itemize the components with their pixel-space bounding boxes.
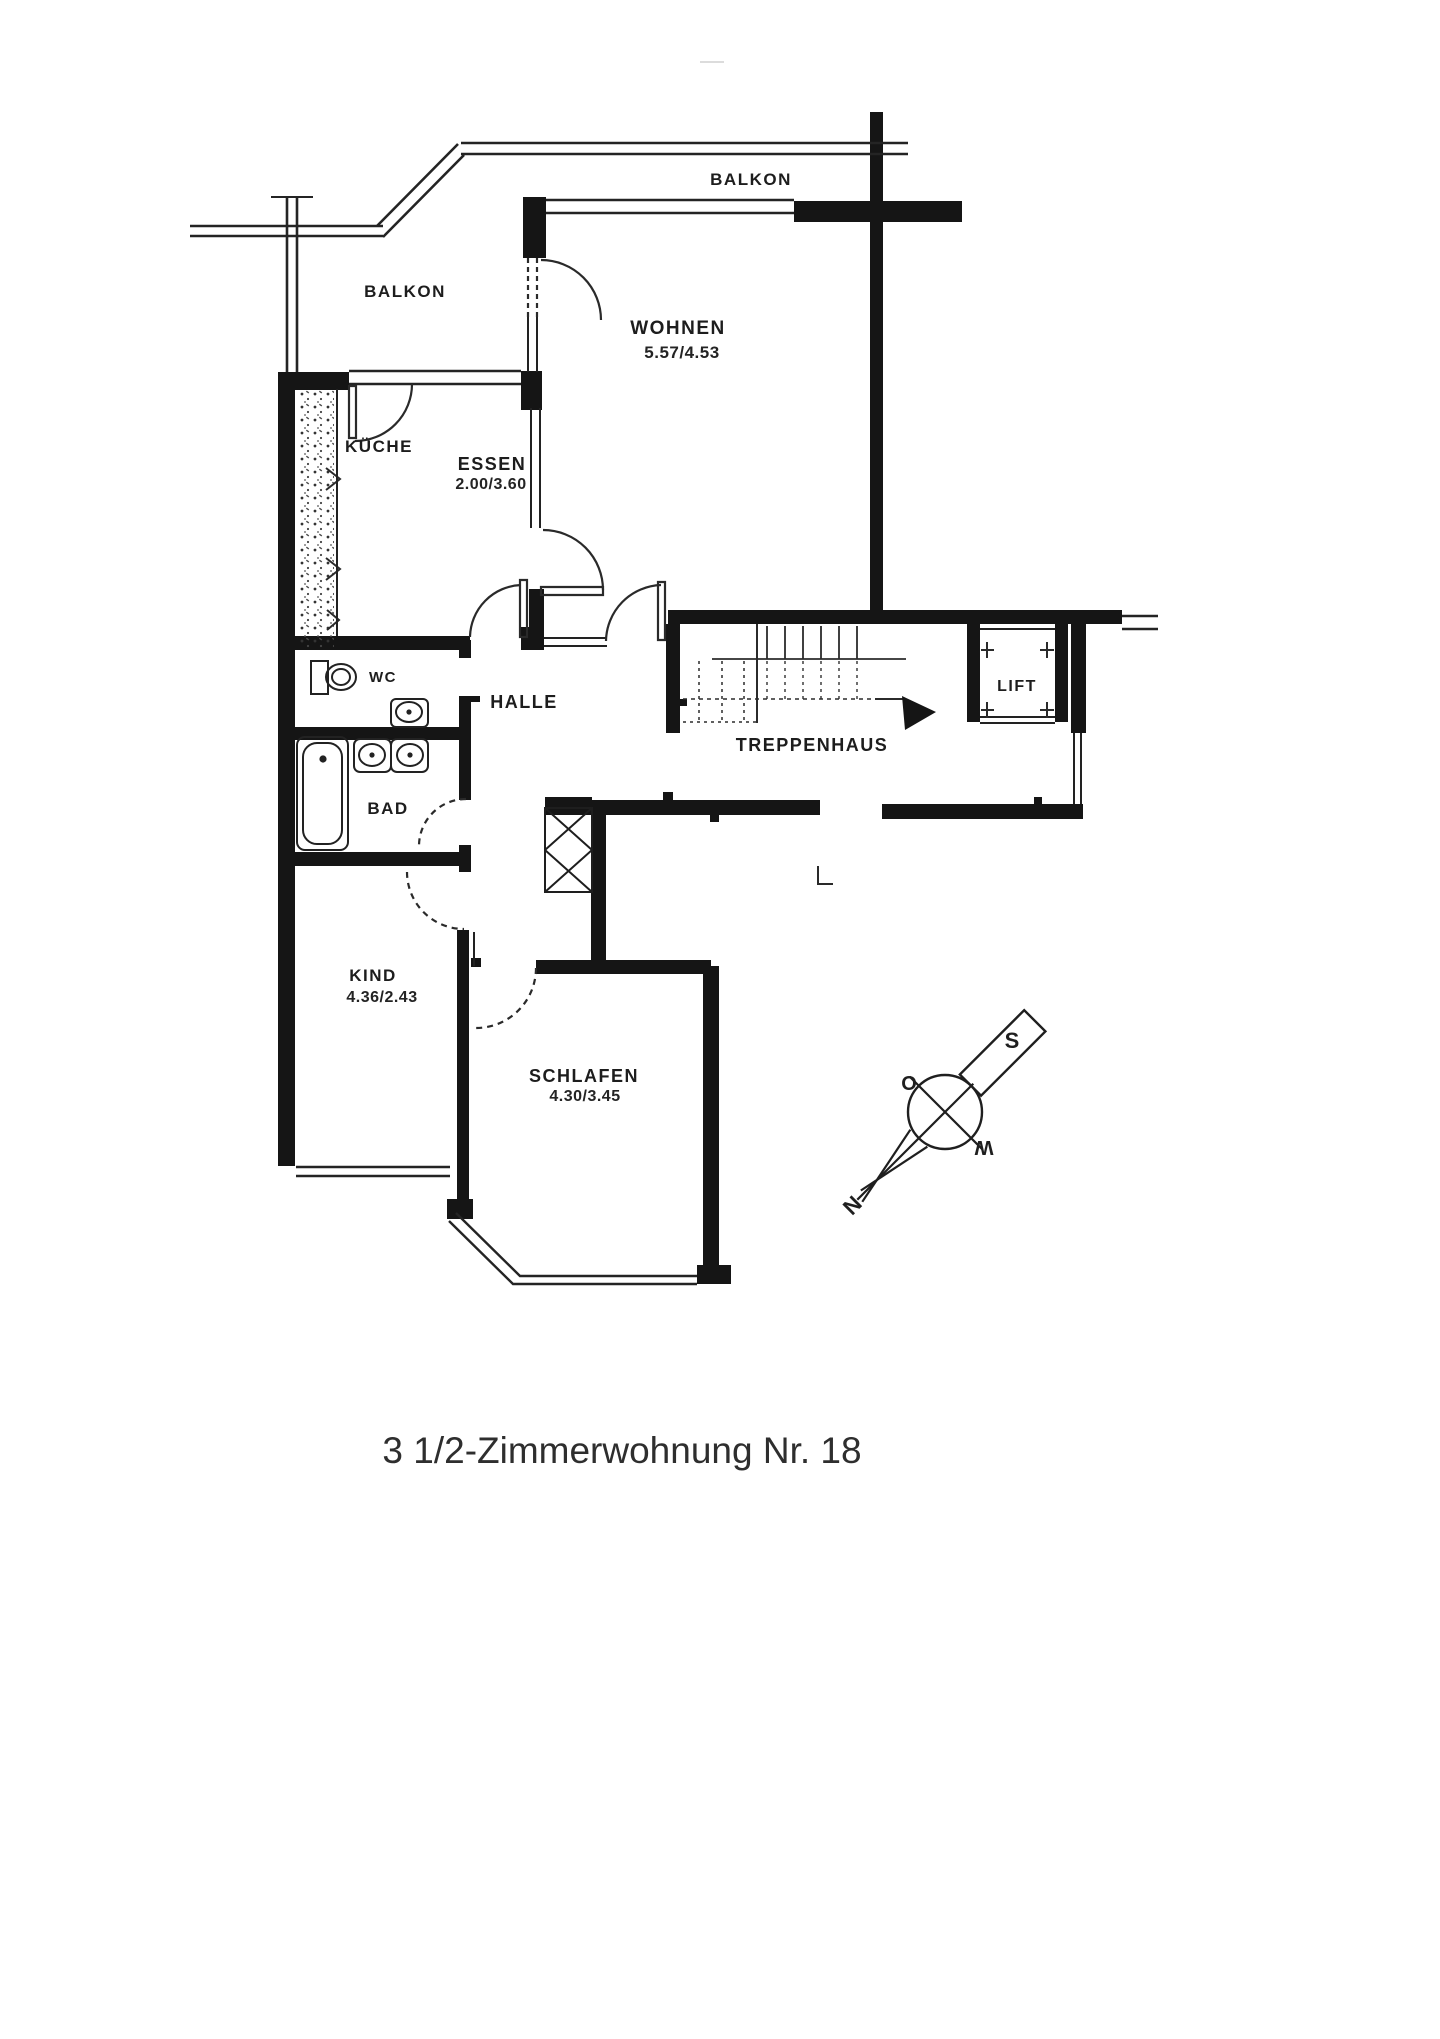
stair-direction-arrow <box>902 696 936 730</box>
stairs <box>683 624 936 730</box>
wall-essen-wohnen-thin <box>531 408 540 528</box>
label-wohnen: WOHNEN <box>630 318 726 339</box>
door-leaf <box>528 258 537 318</box>
wall-halle-west-mid <box>459 696 471 800</box>
railing-left-vertical <box>287 197 297 372</box>
label-lift: LIFT <box>997 678 1037 695</box>
window-wohnen <box>546 200 794 213</box>
door-arc <box>407 872 464 929</box>
wall-halle-top-thin <box>544 638 607 646</box>
wall-shaft-south <box>591 806 606 962</box>
door-arc <box>543 530 603 590</box>
toilet <box>311 661 356 694</box>
fixtures <box>297 661 428 850</box>
dim-kind: 4.36/2.43 <box>346 989 418 1006</box>
railing-top <box>461 143 908 154</box>
wall-treppenhaus-right-thin <box>1074 733 1081 804</box>
wc-washbasin <box>391 699 428 727</box>
label-kind: KIND <box>349 966 397 985</box>
window-kind <box>296 1167 450 1176</box>
window-right-stub <box>1122 616 1158 629</box>
label-bad: BAD <box>367 799 409 818</box>
label-wc: WC <box>369 669 397 686</box>
window-kueche-essen <box>349 371 521 384</box>
wall-tick <box>680 699 687 706</box>
wall-tick <box>471 958 481 967</box>
compass-west-label: W <box>974 1136 994 1158</box>
wall-treppenhaus-top <box>668 610 1122 624</box>
label-essen: ESSEN <box>457 454 527 474</box>
door-essen-wohnen <box>541 530 603 595</box>
wall-kueche-window-post <box>521 371 542 410</box>
door-arc <box>476 968 536 1028</box>
wall-mast-column <box>870 112 883 624</box>
door-halle-essen <box>470 580 527 637</box>
shaft-column <box>545 808 592 892</box>
bathtub <box>297 737 348 850</box>
wall-schlafen-top <box>536 960 711 974</box>
door-wohnen-balkon <box>528 258 601 320</box>
door-arc <box>606 585 661 641</box>
wall-tick <box>663 792 673 800</box>
wall-lift-right <box>1055 624 1068 722</box>
compass-south-label: S <box>1004 1028 1020 1053</box>
window-schlafen-bay <box>449 1213 697 1284</box>
wall-bad-kind <box>294 852 471 866</box>
door-halle-wohnen <box>606 582 665 641</box>
door-bad <box>419 799 466 846</box>
dim-schlafen: 4.30/3.45 <box>549 1088 621 1105</box>
label-halle: HALLE <box>490 692 558 712</box>
wall-treppenhaus-right <box>1071 614 1086 733</box>
lift-cab-lines <box>980 629 1055 723</box>
door-leaf <box>349 386 356 438</box>
windows <box>296 200 1158 1284</box>
door-arc <box>419 799 466 846</box>
label-treppenhaus: TREPPENHAUS <box>735 735 889 755</box>
compass-needle-box <box>960 1010 1046 1096</box>
wall-schlafen-east <box>703 966 719 1276</box>
door-schlafen <box>476 968 536 1028</box>
compass-north-label: N <box>837 1190 867 1220</box>
wall-shaft-top <box>545 797 592 808</box>
door-kind <box>407 872 464 929</box>
wall-wohnen-nw-post <box>523 197 546 258</box>
wall-tick <box>471 696 480 702</box>
wall-lift-left <box>967 624 980 722</box>
label-schlafen: SCHLAFEN <box>529 1066 639 1086</box>
door-arc <box>470 585 521 637</box>
balcony-railings <box>190 143 908 372</box>
wall-kind-east <box>457 930 469 1204</box>
stair-landing-dashes <box>683 661 757 722</box>
wall-tick <box>710 815 719 822</box>
compass-east-label: O <box>901 1073 917 1095</box>
neighbor-door-mark <box>818 866 833 884</box>
wall-wohnen-left-thin <box>528 316 537 372</box>
stair-treads-dashed <box>767 661 857 699</box>
door-leaf <box>658 582 665 640</box>
door-arc <box>355 384 412 441</box>
label-balkon-top: BALKON <box>710 170 792 189</box>
label-kueche: KÜCHE <box>345 437 413 456</box>
stair-treads <box>767 626 857 659</box>
door-leaf <box>541 587 603 595</box>
compass-rose-icon <box>822 986 1073 1237</box>
wall-halle-south-east <box>882 804 1083 819</box>
wall-treppenhaus-left <box>666 624 680 733</box>
dim-wohnen: 5.57/4.53 <box>644 343 720 362</box>
hatched-wall-strip <box>297 390 340 648</box>
label-balkon-left: BALKON <box>364 282 446 301</box>
bad-double-washbasin <box>354 739 428 772</box>
door-kueche-balkon <box>349 384 412 441</box>
wall-essen-door-post <box>521 627 544 650</box>
railing-diagonal <box>377 144 464 237</box>
wall-tick <box>1034 797 1042 804</box>
plan-title: 3 1/2-Zimmerwohnung Nr. 18 <box>382 1430 862 1471</box>
wall-halle-west-upper <box>459 640 471 658</box>
wall-schlafen-se-post <box>697 1265 731 1284</box>
door-arc <box>541 260 601 320</box>
dim-essen: 2.00/3.60 <box>455 476 527 493</box>
